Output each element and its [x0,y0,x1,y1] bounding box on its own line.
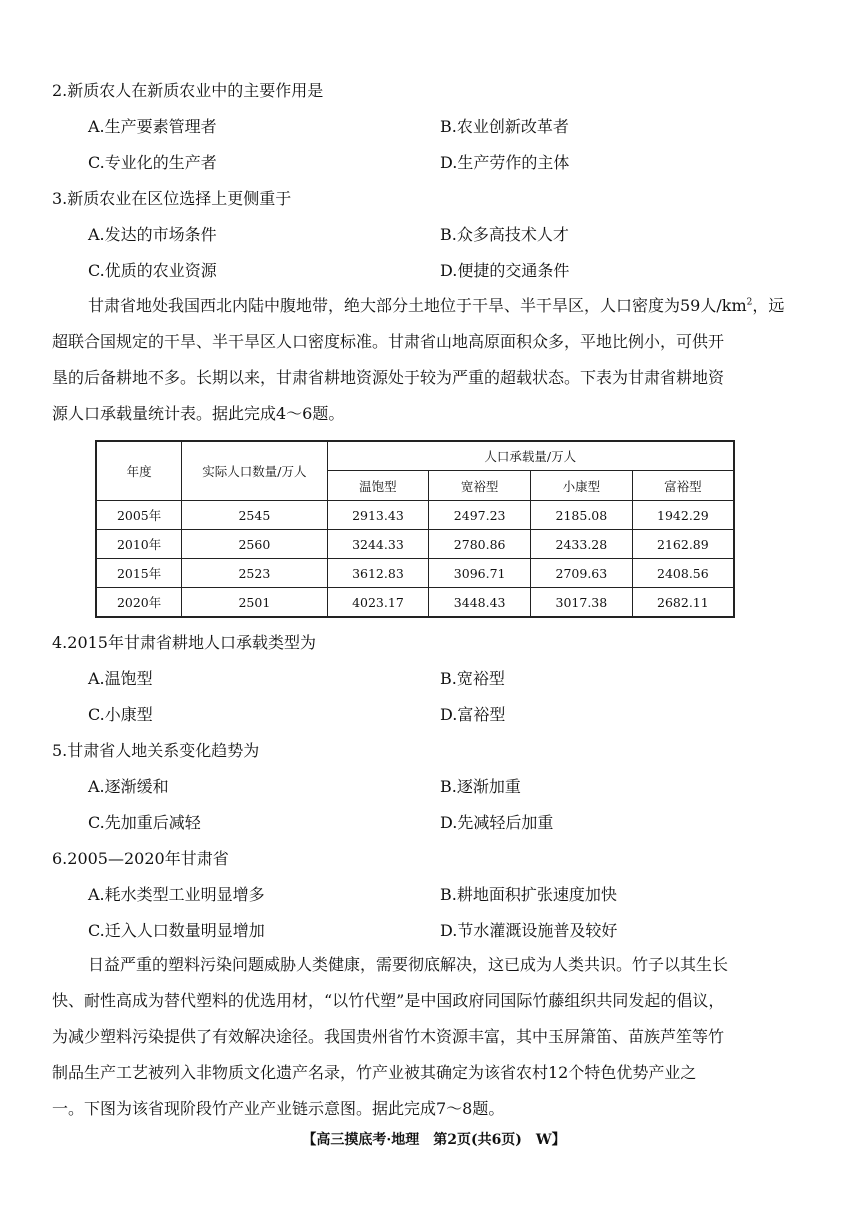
question-2-option-b: B.农业创新改革者 [440,117,569,136]
question-5-option-a: A.逐渐缓和 [88,777,169,796]
question-5-option-c: C.先加重后减轻 [88,813,201,832]
header-fuyu: 富裕型 [632,471,734,501]
cell-kuanyu: 3448.43 [429,588,531,618]
cell-fuyu: 2408.56 [632,559,734,588]
cell-fuyu: 2162.89 [632,530,734,559]
cell-wenbao: 3612.83 [327,559,429,588]
question-6-option-a: A.耗水类型工业明显增多 [88,885,265,904]
passage-gansu-line-1: 甘肃省地处我国西北内陆中腹地带，绝大部分土地位于干旱、半干旱区，人口密度为59人$/km^2$，远 [88,296,785,315]
question-5-stem: 5.甘肃省人地关系变化趋势为 [52,741,260,760]
question-4-option-a: A.温饱型 [88,669,153,688]
question-3-option-a: A.发达的市场条件 [88,225,217,244]
passage-bamboo-line-5: 一。下图为该省现阶段竹产业产业链示意图。据此完成7～8题。 [52,1099,505,1118]
question-4-stem: 4.2015年甘肃省耕地人口承载类型为 [52,633,316,652]
superscript-2: 2 [746,297,753,308]
header-wenbao: 温饱型 [327,471,429,501]
cell-xiaokang: 2433.28 [531,530,633,559]
cell-wenbao: 4023.17 [327,588,429,618]
cell-kuanyu: 3096.71 [429,559,531,588]
question-2-stem: 2.新质农人在新质农业中的主要作用是 [52,81,324,100]
cell-year: 2020年 [96,588,182,618]
cell-xiaokang: 2709.63 [531,559,633,588]
question-2-option-d: D.生产劳作的主体 [440,153,570,172]
header-xiaokang: 小康型 [531,471,633,501]
cell-fuyu: 1942.29 [632,501,734,530]
cell-wenbao: 3244.33 [327,530,429,559]
cell-year: 2015年 [96,559,182,588]
question-3-option-d: D.便捷的交通条件 [440,261,570,280]
passage-gansu-line-3: 垦的后备耕地不多。长期以来，甘肃省耕地资源处于较为严重的超载状态。下表为甘肃省耕地资 [52,368,725,387]
question-4-option-d: D.富裕型 [440,705,506,724]
passage-bamboo-line-1: 日益严重的塑料污染问题威胁人类健康，需要彻底解决，这已成为人类共识。竹子以其生长 [88,955,729,974]
table-row [96,530,734,559]
cell-kuanyu: 2780.86 [429,530,531,559]
header-kuanyu: 宽裕型 [429,471,531,501]
population-capacity-table [95,440,735,618]
table-row [96,588,734,618]
passage-bamboo-line-4: 制品生产工艺被列入非物质文化遗产名录，竹产业被其确定为该省农村12个特色优势产业之 [52,1063,697,1082]
cell-year: 2010年 [96,530,182,559]
page-footer: 【高三摸底考·地理 第2页(共6页) W】 [302,1132,566,1148]
table-row [96,501,734,530]
passage-bamboo-line-2: 快、耐性高成为替代塑料的优选用材，“以竹代塑”是中国政府同国际竹藤组织共同发起的倡议， [52,991,725,1010]
cell-fuyu: 2682.11 [632,588,734,618]
question-6-option-d: D.节水灌溉设施普及较好 [440,921,618,940]
question-4-option-b: B.宽裕型 [440,669,505,688]
passage-bamboo [52,947,778,1127]
question-2-option-c: C.专业化的生产者 [88,153,217,172]
question-6-option-b: B.耕地面积扩张速度加快 [440,885,617,904]
cell-actual: 2560 [182,530,327,559]
cell-actual: 2523 [182,559,327,588]
question-3-stem: 3.新质农业在区位选择上更侧重于 [52,189,292,208]
header-capacity-group: 人口承载量/万人 [327,441,734,471]
cell-wenbao: 2913.43 [327,501,429,530]
cell-xiaokang: 2185.08 [531,501,633,530]
cell-actual: 2501 [182,588,327,618]
question-3-option-c: C.优质的农业资源 [88,261,217,280]
question-3-option-b: B.众多高技术人才 [440,225,569,244]
cell-kuanyu: 2497.23 [429,501,531,530]
cell-xiaokang: 3017.38 [531,588,633,618]
question-6-stem: 6.2005—2020年甘肃省 [52,849,229,868]
question-5-option-d: D.先减轻后加重 [440,813,554,832]
question-6-option-c: C.迁入人口数量明显增加 [88,921,265,940]
cell-actual: 2545 [182,501,327,530]
question-4-option-c: C.小康型 [88,705,153,724]
passage-gansu [52,288,785,432]
header-year: 年度 [96,441,182,501]
header-actual-population: 实际人口数量/万人 [182,441,327,501]
passage-gansu-line-4: 源人口承载量统计表。据此完成4～6题。 [52,404,345,423]
cell-year: 2005年 [96,501,182,530]
table-row [96,559,734,588]
question-2-option-a: A.生产要素管理者 [88,117,217,136]
passage-gansu-line-2: 超联合国规定的干旱、半干旱区人口密度标准。甘肃省山地高原面积众多，平地比例小，可供开 [52,332,725,351]
passage-bamboo-line-3: 为减少塑料污染提供了有效解决途径。我国贵州省竹木资源丰富，其中玉屏箫笛、苗族芦笙等竹 [52,1027,725,1046]
question-5-option-b: B.逐渐加重 [440,777,521,796]
